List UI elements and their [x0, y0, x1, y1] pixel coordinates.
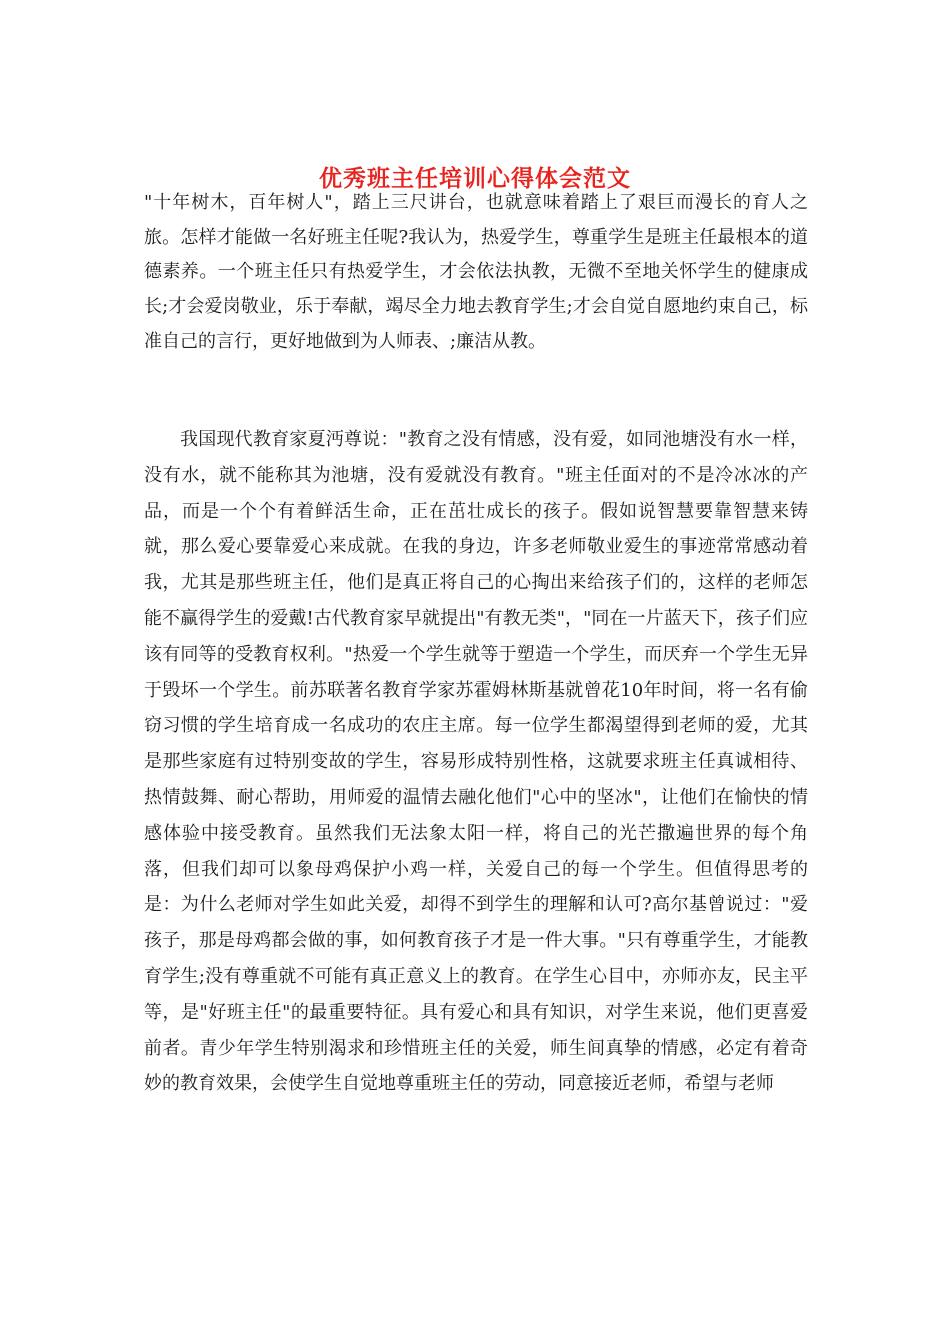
document-title: 优秀班主任培训心得体会范文 [319, 165, 631, 193]
paragraph-body: 我国现代教育家夏沔尊说："教育之没有情感，没有爱，如同池塘没有水一样，没有水，就不能称其为池塘，没有爱就没有教育。"班主任面对的不是冷冰冰的产品，而是一个个有着鲜活生命，正在茁壮成长的孩子。假如说智慧要靠智慧来铸就，那么爱心要靠爱心来成就。在我的身边，许多老师敬业爱生的事迹常常感动着我，尤其是那些班主任，他们是真正将自己的心掏出来给孩子们的，这样的老师怎能不赢得学生的爱戴!古代教育家早就提出"有教无类"，"同在一片蓝天下，孩子们应该有同等的受教育权利。"热爱一个学生就等于塑造一个学生，而厌弃一个学生无异于毁坏一个学生。前苏联著名教育学家苏霍姆林斯基就曾花10年时间，将一名有偷窃习惯的学生培育成一名成功的农庄主席。每一位学生都渴望得到老师的爱，尤其是那些家庭有过特别变故的学生，容易形成特别性格，这就要求班主任真诚相待、热情鼓舞、耐心帮助，用师爱的温情去融化他们"心中的坚冰"，让他们在愉快的情感体验中接受教育。虽然我们无法象太阳一样，将自己的光芒撒遍世界的每个角落，但我们却可以象母鸡保护小鸡一样，关爱自己的每一个学生。但值得思考的是：为什么老师对学生如此关爱，却得不到学生的理解和认可?高尔基曾说过："爱孩子，那是母鸡都会做的事，如何教育孩子才是一件大事。"只有尊重学生，才能教育学生;没有尊重就不可能有真正意义上的教育。在学生心目中，亦师亦友，民主平等，是"好班主任"的最重要特征。具有爱心和具有知识，对学生来说，他们更喜爱前者。青少年学生特别渴求和珍惜班主任的关爱，师生间真挚的情感，必定有着奇妙的教育效果，会使学生自觉地尊重班主任的劳动，同意接近老师，希望与老师 [144, 429, 808, 1095]
paragraph-intro: "十年树木，百年树人"，踏上三尺讲台，也就意味着踏上了艰巨而漫长的育人之旅。怎样才能做一名好班主任呢?我认为，热爱学生，尊重学生是班主任最根本的道德素养。一个班主任只有热爱学生，才会依法执教，无微不至地关怀学生的健康成长;才会爱岗敬业，乐于奉献，竭尽全力地去教育学生;才会自觉自愿地约束自己，标准自己的言行，更好地做到为人师表、;廉洁从教。 [144, 192, 808, 352]
